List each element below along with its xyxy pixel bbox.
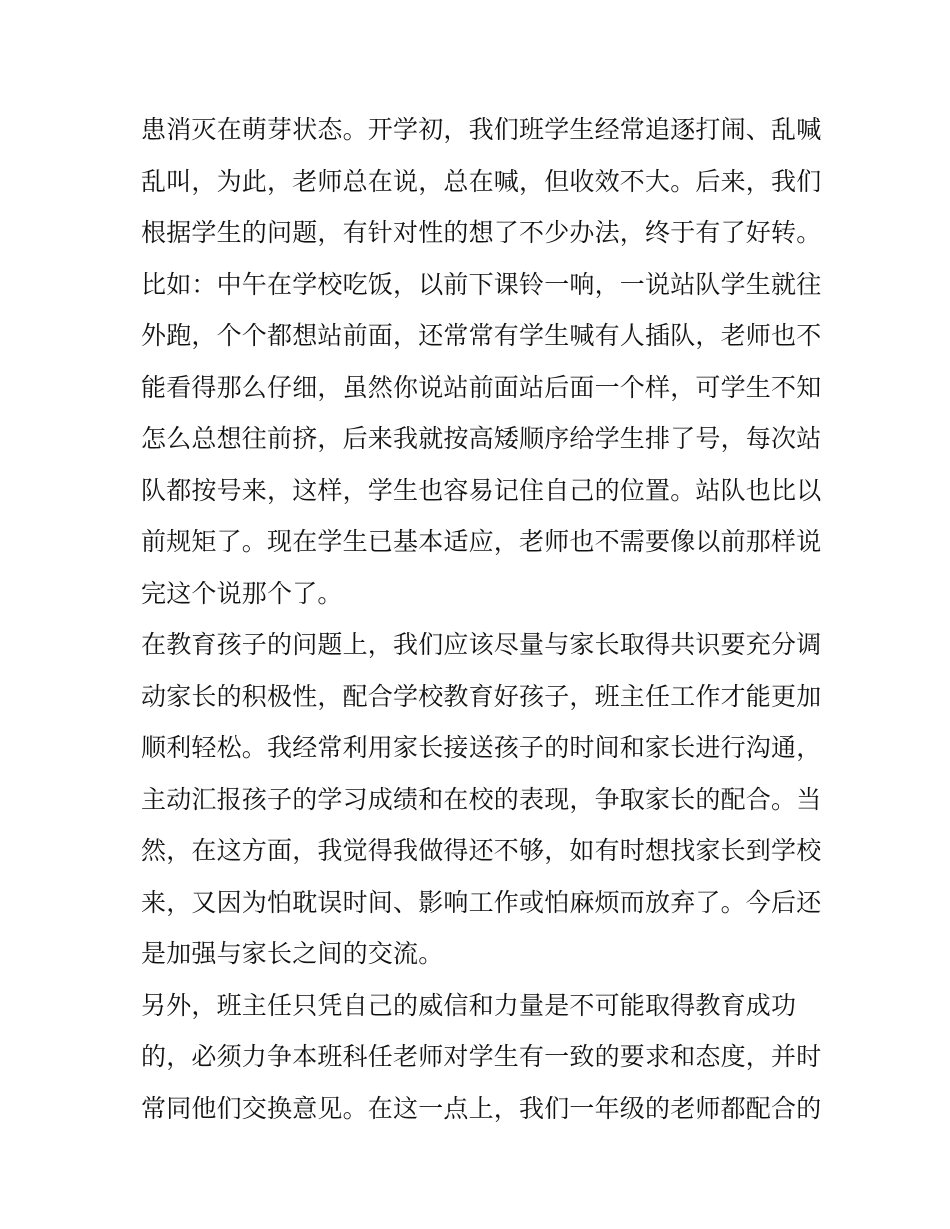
text-line: 根据学生的问题，有针对性的想了不少办法，终于有了好转。 xyxy=(141,218,822,247)
text-line: 另外，班主任只凭自己的威信和力量是不可能取得教育成功 xyxy=(141,990,797,1020)
text-line: 动家长的积极性，配合学校教育好孩子，班主任工作才能更加 xyxy=(141,681,822,711)
text-line: 完这个说那个了。 xyxy=(141,578,343,608)
text-line: 然，在这方面，我觉得我做得还不够，如有时想找家长到学校 xyxy=(141,836,822,865)
text-line: 患消灭在萌芽状态。开学初，我们班学生经常追逐打闹、乱喊 xyxy=(141,115,822,144)
text-line: 怎么总想往前挤，后来我就按高矮顺序给学生排了号，每次站 xyxy=(141,424,822,453)
text-line: 是加强与家长之间的交流。 xyxy=(141,939,444,968)
text-line: 乱叫，为此，老师总在说，总在喊，但收效不大。后来，我们 xyxy=(141,166,822,196)
document-body xyxy=(141,108,821,1138)
text-line: 前规矩了。现在学生已基本适应，老师也不需要像以前那样说 xyxy=(141,527,822,556)
text-line: 队都按号来，这样，学生也容易记住自己的位置。站队也比以 xyxy=(141,475,822,505)
text-line: 顺利轻松。我经常利用家长接送孩子的时间和家长进行沟通， xyxy=(141,733,822,762)
text-line: 常同他们交换意见。在这一点上，我们一年级的老师都配合的 xyxy=(141,1093,822,1123)
text-line: 比如：中午在学校吃饭，以前下课铃一响，一说站队学生就往 xyxy=(141,269,822,299)
text-line: 的，必须力争本班科任老师对学生有一致的要求和态度，并时 xyxy=(141,1042,822,1071)
text-line: 能看得那么仔细，虽然你说站前面站后面一个样，可学生不知 xyxy=(141,372,822,402)
text-line: 在教育孩子的问题上，我们应该尽量与家长取得共识要充分调 xyxy=(141,630,822,659)
text-line: 外跑，个个都想站前面，还常常有学生喊有人插队，老师也不 xyxy=(141,321,822,350)
text-line: 主动汇报孩子的学习成绩和在校的表现，争取家长的配合。当 xyxy=(141,784,822,814)
text-line: 来，又因为怕耽误时间、影响工作或怕麻烦而放弃了。今后还 xyxy=(141,887,822,917)
